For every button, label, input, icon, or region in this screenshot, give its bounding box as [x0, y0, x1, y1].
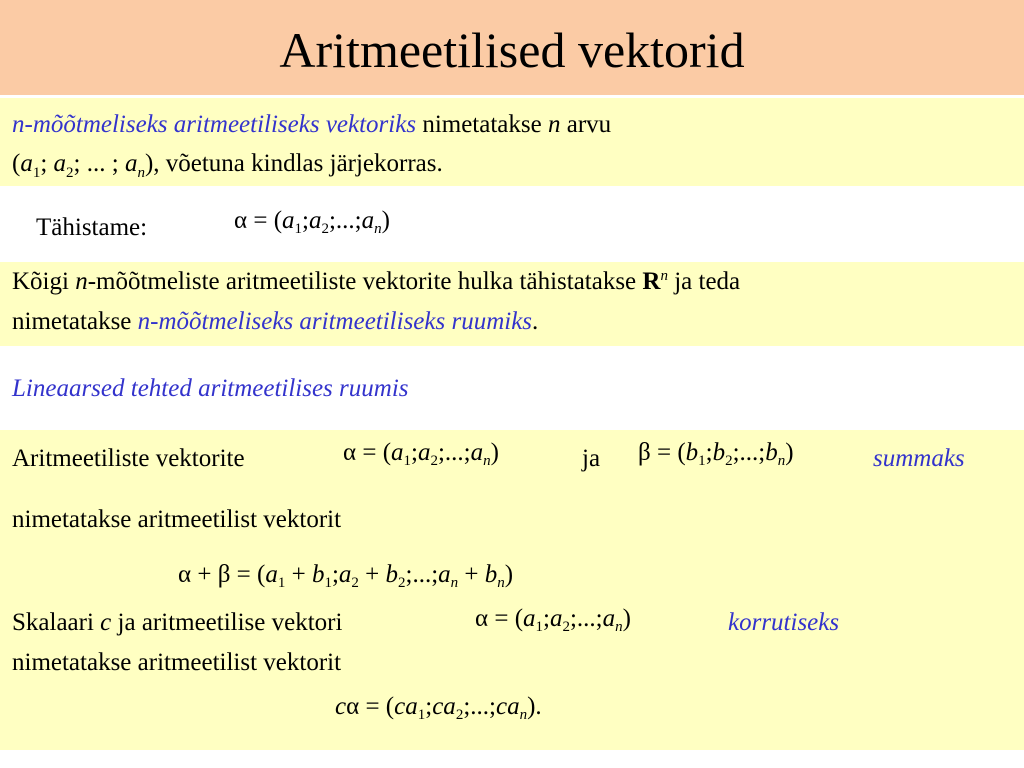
sum-intro-text: Aritmeetiliste vektorite [12, 445, 245, 472]
section-heading: Lineaarsed tehted aritmeetilises ruumis [12, 375, 409, 402]
sum-formula: $\alpha + \beta = (a_1$ + $b_1;a_2$ + $b_2;...;a_n + b_n$) [178, 561, 514, 591]
term-vector: n-mõõtmeliseks aritmeetiliseks vektoriks [12, 111, 417, 138]
operations-box [0, 430, 1024, 750]
definition-space-line2: nimetatakse n-mõõtmeliseks aritmeetiliseks ruumiks. [12, 308, 539, 335]
product-alpha-formula: $\alpha = (a_1;a_2;...;a_n)$ [475, 605, 631, 635]
product-definition-text: nimetatakse aritmeetilist vektorit [12, 649, 342, 676]
product-formula: $c\alpha = (ca_1;ca_2;...;ca_n)$. [335, 693, 542, 723]
definition-space-box [0, 262, 1024, 346]
term-product: korrutiseks [728, 609, 840, 636]
notation-formula: $\alpha = (a_1;a_2;...;a_n)$ [234, 207, 390, 237]
title-bar [0, 0, 1024, 95]
sum-beta-formula: $\beta = (b_1;b_2;...;b_n)$ [638, 439, 794, 469]
sum-ja: ja [582, 445, 601, 472]
sum-alpha-formula: $\alpha = (a_1;a_2;...;a_n)$ [343, 439, 499, 469]
product-intro-text: Skalaari c ja aritmeetilise vektori [12, 609, 343, 636]
definition-vector-line1: n-mõõtmeliseks aritmeetiliseks vektoriks nimetatakse n arvu [12, 111, 612, 138]
definition-vector-box [0, 98, 1024, 186]
definition-vector-line2: ($a_1$; $a_2$; ... ; $a_n$), võetuna kindlas järjekorras. [12, 150, 443, 181]
sum-definition-text: nimetatakse aritmeetilist vektorit [12, 506, 342, 533]
definition-space-line1: Kõigi n-mõõtmeliste aritmeetiliste vektorite hulka tähistatakse $R^n$ ja teda [12, 268, 741, 295]
term-sum: summaks [873, 445, 965, 472]
slide-title: Aritmeetilised vektorid [279, 21, 745, 78]
notation-label: Tähistame: [36, 214, 148, 241]
term-space: n-mõõtmeliseks aritmeetiliseks ruumiks [137, 308, 533, 335]
